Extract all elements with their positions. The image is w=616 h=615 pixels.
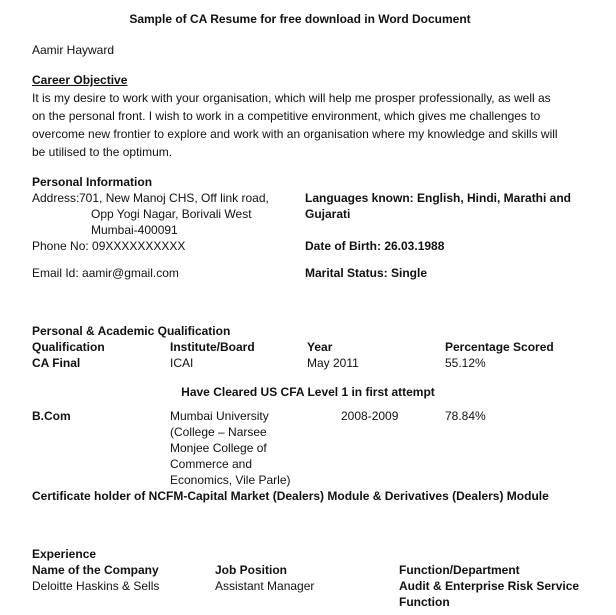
function-line: Audit & Enterprise Risk Service bbox=[399, 579, 580, 593]
column-header-position: Job Position bbox=[215, 563, 287, 577]
function-cell bbox=[399, 578, 579, 610]
address-line: 701, New Manoj CHS, Off link road, bbox=[79, 191, 269, 205]
institute-line: Commerce and bbox=[170, 457, 253, 471]
experience-heading: Experience bbox=[32, 547, 97, 561]
percentage-cell: 78.84% bbox=[445, 409, 486, 423]
institute-cell bbox=[170, 408, 291, 488]
career-objective-text bbox=[32, 89, 592, 161]
marital-status: Marital Status: Single bbox=[305, 266, 428, 280]
institute-line: Mumbai University bbox=[170, 409, 269, 423]
column-header-company: Name of the Company bbox=[32, 563, 159, 577]
percentage-cell: 55.12% bbox=[445, 356, 486, 370]
date-of-birth: Date of Birth: 26.03.1988 bbox=[305, 239, 445, 253]
year-cell: 2008-2009 bbox=[341, 409, 399, 423]
languages-known bbox=[305, 190, 571, 222]
document-title: Sample of CA Resume for free download in Word Document bbox=[129, 12, 471, 26]
career-objective-line: on the personal front. I wish to work in a competitive environment, which gives me challenges to bbox=[32, 109, 541, 123]
email-id: Email Id: aamir@gmail.com bbox=[32, 266, 179, 280]
column-header-percentage: Percentage Scored bbox=[445, 340, 554, 354]
address-label: Address: bbox=[32, 191, 80, 205]
qualification-cell: CA Final bbox=[32, 356, 81, 370]
institute-line: Monjee College of bbox=[170, 441, 267, 455]
career-objective-line: It is my desire to work with your organisation, which will help me prosper professionally, as well as bbox=[32, 91, 551, 105]
column-header-qualification: Qualification bbox=[32, 340, 105, 354]
year-cell: May 2011 bbox=[307, 356, 359, 370]
address-value bbox=[79, 190, 269, 238]
address-line: Mumbai-400091 bbox=[91, 223, 178, 237]
position-cell: Assistant Manager bbox=[215, 579, 315, 593]
phone-number: Phone No: 09XXXXXXXXXX bbox=[32, 239, 186, 253]
function-line: Function bbox=[399, 595, 450, 609]
institute-cell: ICAI bbox=[170, 356, 194, 370]
career-objective-line: overcome new frontier to explore and work with an organisation where my knowledge and skills will bbox=[32, 127, 558, 141]
qualification-cell: B.Com bbox=[32, 409, 71, 423]
column-header-function: Function/Department bbox=[399, 563, 520, 577]
column-header-institute: Institute/Board bbox=[170, 340, 255, 354]
languages-line: Languages known: English, Hindi, Marathi and bbox=[305, 191, 572, 205]
column-header-year: Year bbox=[307, 340, 333, 354]
career-objective-line: be utilised to the optimum. bbox=[32, 145, 173, 159]
personal-info-heading: Personal Information bbox=[32, 175, 153, 189]
career-objective-heading: Career Objective bbox=[32, 73, 128, 87]
candidate-name: Aamir Hayward bbox=[32, 43, 115, 57]
certificate-note: Certificate holder of NCFM-Capital Market (Dealers) Module & Derivatives (Dealers) Module bbox=[32, 489, 549, 503]
cfa-note: Have Cleared US CFA Level 1 in first attempt bbox=[181, 385, 435, 399]
address-line: Opp Yogi Nagar, Borivali West bbox=[91, 207, 252, 221]
institute-line: Economics, Vile Parle) bbox=[170, 473, 291, 487]
institute-line: (College – Narsee bbox=[170, 425, 267, 439]
company-cell: Deloitte Haskins & Sells bbox=[32, 579, 160, 593]
qualification-heading: Personal & Academic Qualification bbox=[32, 324, 231, 338]
languages-line: Gujarati bbox=[305, 207, 351, 221]
